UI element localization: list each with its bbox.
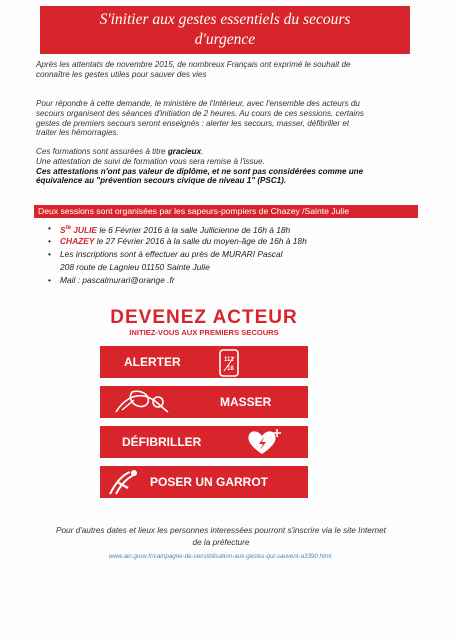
address-text: 208 route de Lagnieu 01150 Sainte Julie: [60, 262, 210, 272]
response-line: Pour répondre à cette demande, le ministère de l'Intérieur, avec l'ensemble des acteurs du: [36, 99, 360, 108]
session-item: [46, 222, 426, 235]
gracieux-text: gracieux: [167, 147, 202, 156]
phone-number-112: 112: [224, 357, 234, 363]
session-text: le 6 Février 2016 à la salle Jullicienne de 16h à 18h: [97, 224, 291, 235]
title-line-2: d'urgence: [194, 31, 256, 48]
formations-warning-line: Ces attestations n'ont pas valeur de diplôme, et ne sont pas considérées comme une: [36, 166, 364, 176]
title-line-1: S'initier aux gestes essentiels du secours: [99, 11, 351, 28]
session-place: JULIE: [70, 224, 97, 235]
session-item: [46, 235, 426, 248]
phone-number-18: 18: [227, 366, 234, 372]
sessions-header: Deux sessions sont organisées par les sapeurs-pompiers de Chazey /Sainte Julie: [34, 205, 418, 218]
action-label: POSER UN GARROT: [150, 475, 269, 489]
session-place: S: [60, 224, 66, 235]
action-defibriller: [100, 426, 308, 458]
sessions-list: [46, 222, 426, 287]
response-paragraph: [36, 99, 426, 138]
formations-line: [36, 147, 426, 157]
intro-paragraph: [36, 60, 426, 80]
session-place-sup: te: [65, 225, 71, 231]
action-garrot: [100, 466, 308, 498]
response-line: gestes de premiers secours seront enseignés : alerter les secours, masser, défibriller et: [36, 118, 350, 128]
formations-warning-line: équivalence au "prévention secours civique de niveau 1" (PSC1).: [36, 176, 287, 186]
bullet-icon: •: [48, 236, 51, 246]
inscriptions-text: Les inscriptions sont à effectuer au près de MURARI Pascal: [60, 249, 283, 259]
action-alerter: [100, 346, 308, 378]
formations-text: Ces formations sont assurées à titre: [36, 147, 168, 156]
formations-text: .: [201, 147, 204, 156]
bullet-icon: •: [48, 223, 51, 233]
footer-line: Pour d'autres dates et lieux les personnes interessées pourront s'inscrire via le site Internet: [56, 526, 386, 535]
graphic-subtitle: INITIEZ-VOUS AUX PREMIERS SECOURS: [129, 328, 279, 337]
action-label: ALERTER: [124, 355, 181, 369]
mail-text: Mail : pascalmurari@orange .fr: [60, 275, 175, 285]
intro-line: Après les attentats de novembre 2015, de nombreux Français ont exprimé le souhait de: [36, 60, 351, 69]
action-label: DÉFIBRILLER: [122, 435, 202, 449]
session-place: CHAZEY: [60, 236, 95, 246]
graphic-title: DEVENEZ ACTEUR: [110, 307, 298, 328]
footer-line: de la préfecture: [192, 538, 250, 547]
intro-line: connaître les gestes utiles pour sauver des vies: [36, 69, 207, 79]
response-line: traiter les hémorragies.: [36, 128, 119, 138]
cpr-hands-icon: [108, 388, 178, 416]
footer-text: [36, 525, 406, 549]
response-line: secours organisent des séances d'initiation de 2 heures. Au cours de ces sessions, certains: [36, 108, 364, 118]
action-masser: [100, 386, 308, 418]
bullet-icon: •: [48, 249, 51, 259]
session-text: le 27 Février 2016 à la salle du moyen-âge de 16h à 18h: [94, 236, 307, 246]
defibrillator-heart-icon: [246, 428, 282, 456]
tourniquet-arm-icon: [106, 468, 146, 496]
action-label: MASSER: [220, 395, 272, 409]
mail-item: [46, 274, 426, 287]
formations-paragraph: [36, 147, 426, 186]
phone-icon: [218, 349, 240, 377]
prefecture-link[interactable]: www.ain.gouv.fr/campagne-de-sensibilisation-aux-gestes-qui-sauvent-a3390.html: [108, 553, 332, 560]
bullet-icon: •: [48, 275, 51, 285]
devenez-acteur-graphic: [100, 308, 308, 498]
formations-line: Une attestation de suivi de formation vous sera remise à l'issue.: [36, 156, 265, 166]
inscriptions-item: [46, 248, 426, 261]
title-banner: [40, 6, 410, 54]
